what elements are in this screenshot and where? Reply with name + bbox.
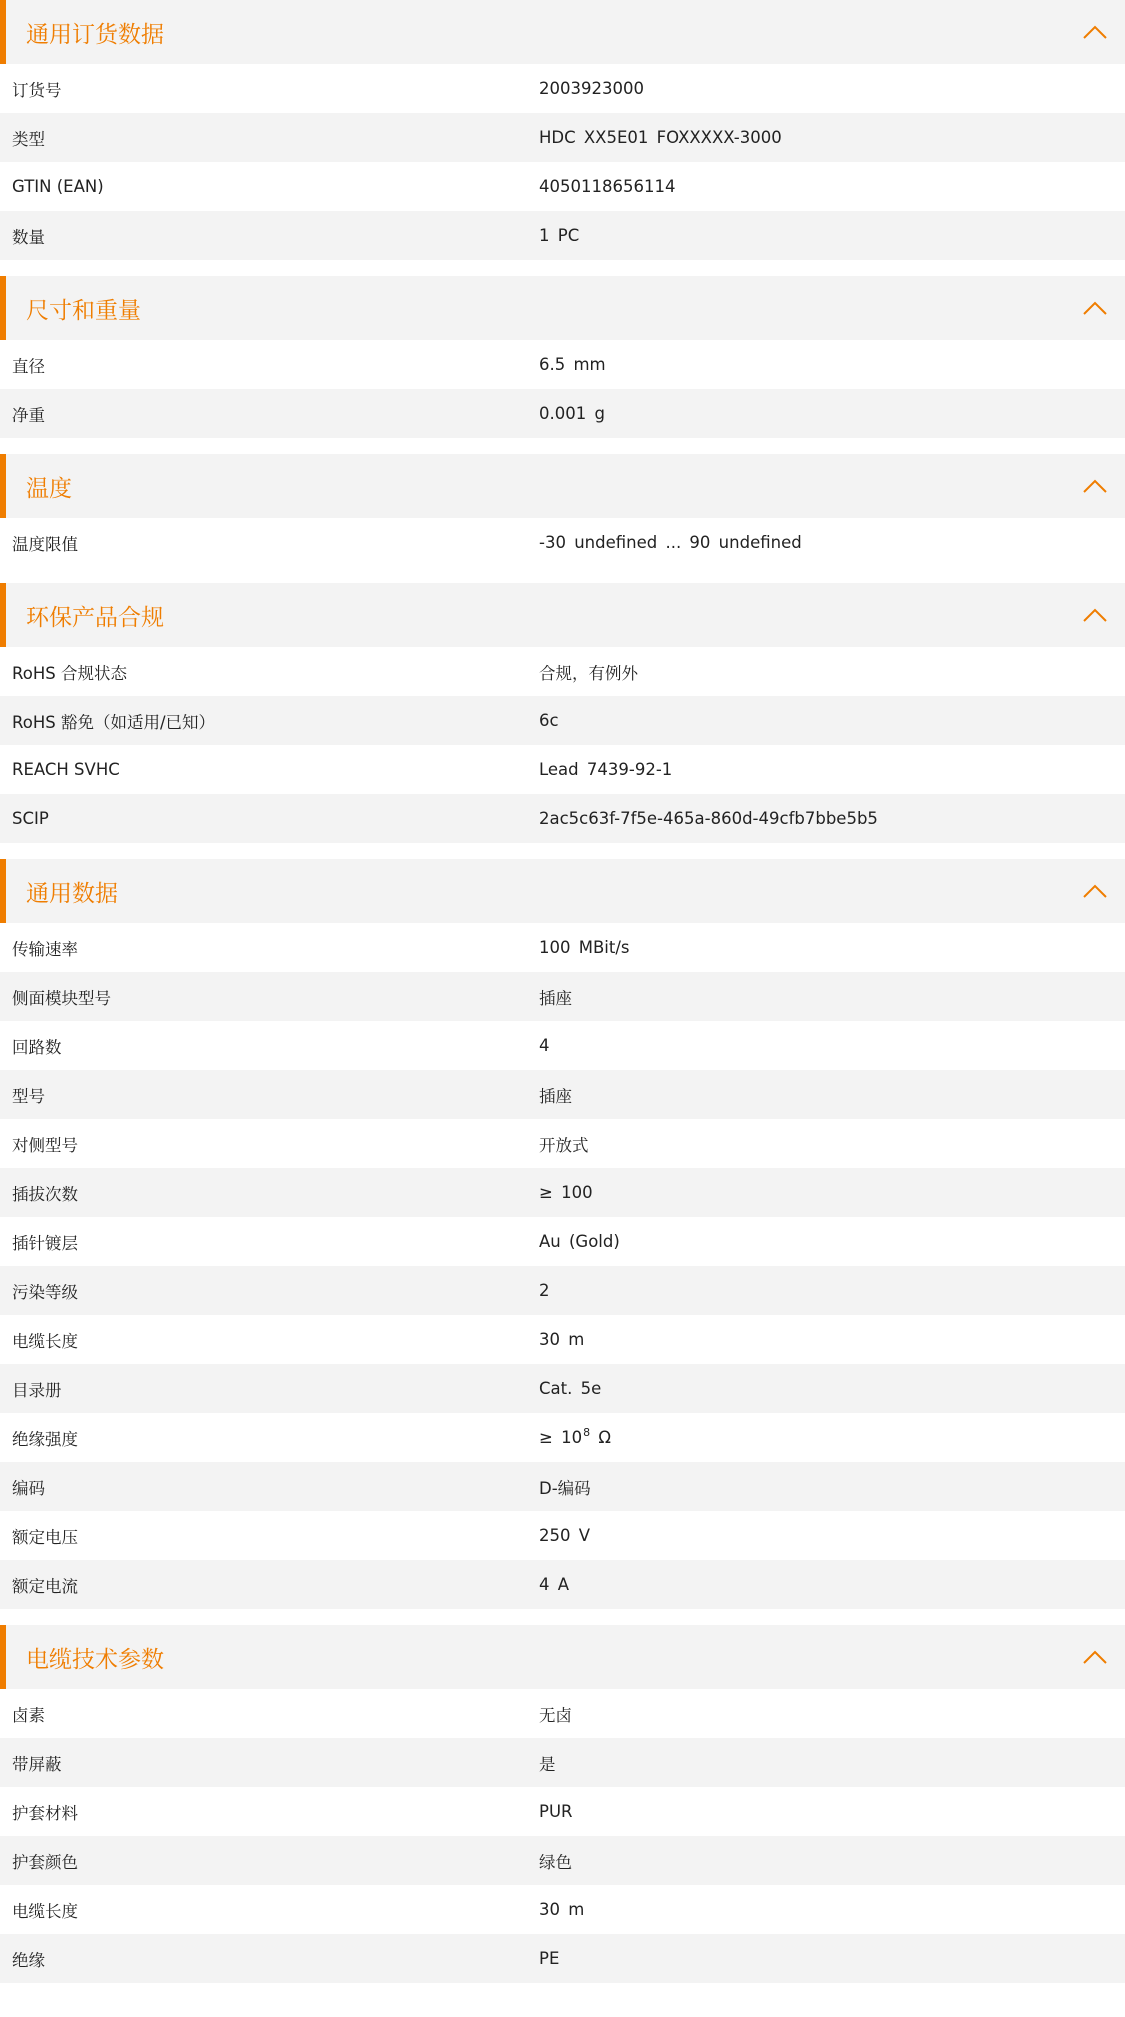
spec-value-text: Cat. 5e <box>539 1379 602 1398</box>
spec-value-text: 6c <box>539 711 559 730</box>
section-title: 通用订货数据 <box>26 21 164 48</box>
spec-row <box>0 162 1125 211</box>
spec-row <box>0 647 1125 696</box>
spec-label: 对侧型号 <box>12 1135 78 1155</box>
spec-section <box>0 583 1125 843</box>
section-header-toggle[interactable] <box>0 0 1125 64</box>
spec-row <box>0 113 1125 162</box>
spec-value <box>539 1849 572 1873</box>
spec-value-exponent: 8 <box>583 1426 591 1439</box>
spec-row <box>0 794 1125 843</box>
spec-value-text: PUR <box>539 1802 573 1821</box>
spec-row <box>0 1885 1125 1934</box>
spec-value <box>539 1183 593 1202</box>
spec-row <box>0 340 1125 389</box>
spec-value <box>539 660 638 684</box>
spec-value-text: D-编码 <box>539 1478 591 1498</box>
spec-value <box>539 1232 620 1251</box>
spec-value-text: 2003923000 <box>539 79 644 98</box>
spec-section <box>0 276 1125 438</box>
spec-label: 绝缘强度 <box>12 1429 78 1449</box>
spec-label: 型号 <box>12 1086 45 1106</box>
spec-value-text: 无卤 <box>539 1705 572 1725</box>
section-header-toggle[interactable] <box>0 276 1125 340</box>
spec-row <box>0 1689 1125 1738</box>
spec-row <box>0 1021 1125 1070</box>
spec-value <box>539 938 630 957</box>
spec-value <box>539 1083 572 1107</box>
spec-value-unit: Ω <box>590 1428 611 1447</box>
chevron-up-icon[interactable] <box>1081 18 1109 46</box>
spec-label: 卤素 <box>12 1705 45 1725</box>
spec-value <box>539 1132 589 1156</box>
spec-value <box>539 1475 591 1499</box>
spec-section <box>0 454 1125 567</box>
section-title: 尺寸和重量 <box>26 297 141 324</box>
spec-row <box>0 1836 1125 1885</box>
spec-value-text: 0.001 g <box>539 404 605 423</box>
spec-row <box>0 1511 1125 1560</box>
spec-value <box>539 355 606 374</box>
spec-value <box>539 1281 550 1300</box>
spec-label: 插拔次数 <box>12 1184 78 1204</box>
spec-value-text: PE <box>539 1949 560 1968</box>
spec-row <box>0 1413 1125 1462</box>
section-title: 通用数据 <box>26 880 118 907</box>
spec-value-text: 2 <box>539 1281 550 1300</box>
spec-value <box>539 809 878 828</box>
spec-value-text: 开放式 <box>539 1135 589 1155</box>
spec-label: 带屏蔽 <box>12 1754 62 1774</box>
spec-value-text: -30 undefined ... 90 undefined <box>539 533 802 552</box>
spec-row <box>0 518 1125 567</box>
spec-value-text: Au (Gold) <box>539 1232 620 1251</box>
chevron-up-icon[interactable] <box>1081 294 1109 322</box>
spec-label: 传输速率 <box>12 939 78 959</box>
spec-row <box>0 1787 1125 1836</box>
spec-value <box>539 79 644 98</box>
spec-label: 目录册 <box>12 1380 62 1400</box>
spec-value <box>539 1379 601 1398</box>
spec-label: 侧面模块型号 <box>12 988 111 1008</box>
spec-row <box>0 1168 1125 1217</box>
spec-label: 电缆长度 <box>12 1901 78 1921</box>
spec-value <box>539 1900 584 1919</box>
spec-value <box>539 1949 559 1968</box>
spec-row <box>0 1560 1125 1609</box>
spec-value <box>539 1575 569 1594</box>
spec-value-text: Lead 7439-92-1 <box>539 760 673 779</box>
spec-value-text: 250 V <box>539 1526 591 1545</box>
spec-label: SCIP <box>12 809 49 828</box>
spec-row <box>0 1315 1125 1364</box>
spec-value-text: 2ac5c63f-7f5e-465a-860d-49cfb7bbe5b5 <box>539 809 878 828</box>
section-header-toggle[interactable] <box>0 1625 1125 1689</box>
spec-section <box>0 1625 1125 1983</box>
spec-value <box>539 711 559 730</box>
spec-label: 额定电流 <box>12 1576 78 1596</box>
spec-label: REACH SVHC <box>12 760 120 779</box>
spec-label: 温度限值 <box>12 534 78 554</box>
section-title: 温度 <box>26 475 72 502</box>
chevron-up-icon[interactable] <box>1081 601 1109 629</box>
spec-value <box>539 1802 573 1821</box>
spec-section <box>0 859 1125 1609</box>
chevron-up-icon[interactable] <box>1081 877 1109 905</box>
section-title: 环保产品合规 <box>26 604 164 631</box>
spec-label: 订货号 <box>12 80 62 100</box>
spec-value-text: 4050118656114 <box>539 177 676 196</box>
spec-row <box>0 972 1125 1021</box>
spec-row <box>0 1364 1125 1413</box>
spec-value-text: 30 m <box>539 1900 585 1919</box>
spec-value <box>539 404 605 423</box>
section-header-toggle[interactable] <box>0 583 1125 647</box>
spec-row <box>0 1119 1125 1168</box>
spec-value-text: 合规，有例外 <box>539 663 638 683</box>
spec-value-text: ≥ 10 <box>539 1428 583 1447</box>
spec-label: 额定电压 <box>12 1527 78 1547</box>
spec-value-text: 6.5 mm <box>539 355 606 374</box>
chevron-up-icon[interactable] <box>1081 1643 1109 1671</box>
spec-value-text: 绿色 <box>539 1852 572 1872</box>
spec-value <box>539 177 675 196</box>
spec-row <box>0 64 1125 113</box>
spec-value-text: HDC XX5E01 FOXXXXX-3000 <box>539 128 782 147</box>
spec-label: 护套材料 <box>12 1803 78 1823</box>
spec-row <box>0 1738 1125 1787</box>
spec-row <box>0 1217 1125 1266</box>
spec-row <box>0 745 1125 794</box>
spec-value-text: 插座 <box>539 988 572 1008</box>
spec-label: 绝缘 <box>12 1950 45 1970</box>
spec-value <box>539 1428 611 1447</box>
spec-value <box>539 760 672 779</box>
spec-row <box>0 696 1125 745</box>
spec-row <box>0 211 1125 260</box>
spec-row <box>0 1462 1125 1511</box>
spec-row <box>0 1070 1125 1119</box>
spec-value <box>539 1526 590 1545</box>
spec-value-text: 插座 <box>539 1086 572 1106</box>
spec-value-text: ≥ 100 <box>539 1183 593 1202</box>
section-header-toggle[interactable] <box>0 454 1125 518</box>
spec-value-text: 1 PC <box>539 226 580 245</box>
spec-label: 数量 <box>12 227 45 247</box>
spec-value-text: 4 <box>539 1036 550 1055</box>
spec-label: 回路数 <box>12 1037 62 1057</box>
spec-value <box>539 128 782 147</box>
spec-label: 护套颜色 <box>12 1852 78 1872</box>
spec-label: RoHS 合规状态 <box>12 663 127 683</box>
spec-value <box>539 1330 584 1349</box>
spec-row <box>0 1266 1125 1315</box>
spec-value-text: 4 A <box>539 1575 570 1594</box>
chevron-up-icon[interactable] <box>1081 472 1109 500</box>
spec-value <box>539 533 802 552</box>
spec-value-text: 30 m <box>539 1330 585 1349</box>
spec-value-text: 是 <box>539 1754 556 1774</box>
spec-label: 直径 <box>12 356 45 376</box>
spec-value <box>539 985 572 1009</box>
spec-value <box>539 226 579 245</box>
spec-value <box>539 1702 572 1726</box>
spec-label: RoHS 豁免（如适用/已知） <box>12 712 216 732</box>
section-header-toggle[interactable] <box>0 859 1125 923</box>
spec-section <box>0 0 1125 260</box>
spec-value <box>539 1751 556 1775</box>
spec-row <box>0 923 1125 972</box>
spec-label: 污染等级 <box>12 1282 78 1302</box>
spec-label: 类型 <box>12 129 45 149</box>
spec-label: 插针镀层 <box>12 1233 78 1253</box>
spec-label: 编码 <box>12 1478 45 1498</box>
section-title: 电缆技术参数 <box>26 1646 164 1673</box>
spec-label: 电缆长度 <box>12 1331 78 1351</box>
spec-row <box>0 389 1125 438</box>
spec-value <box>539 1036 550 1055</box>
spec-row <box>0 1934 1125 1983</box>
spec-value-text: 100 MBit/s <box>539 938 630 957</box>
spec-label: GTIN (EAN) <box>12 177 104 196</box>
spec-label: 净重 <box>12 405 45 425</box>
